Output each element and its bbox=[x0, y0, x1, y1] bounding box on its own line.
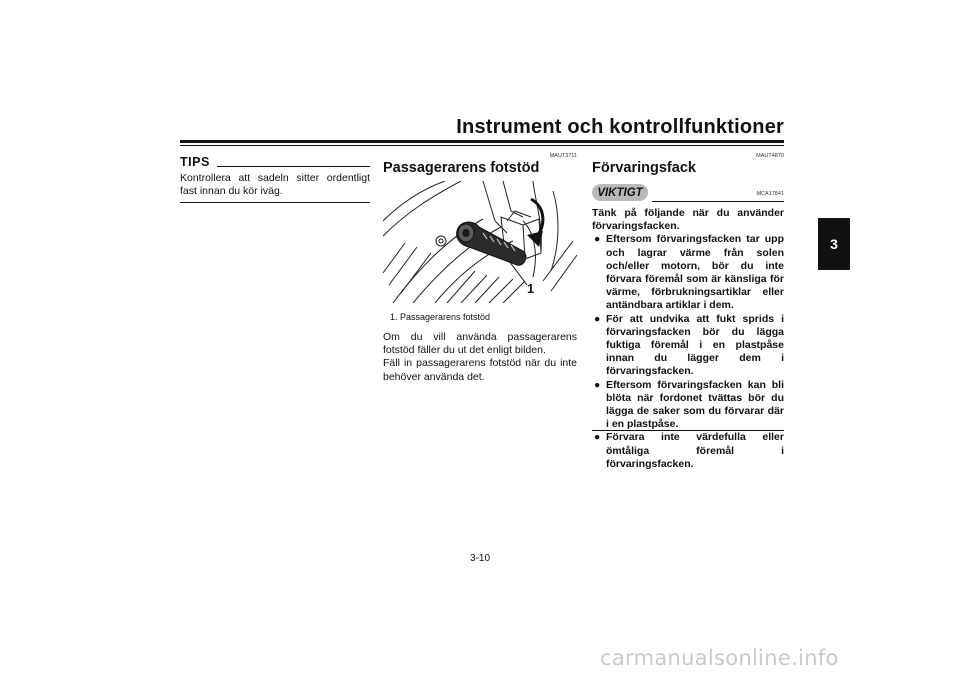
footrest-drawing bbox=[383, 181, 577, 303]
bullet-icon: ● bbox=[594, 233, 601, 246]
tips-rule bbox=[217, 166, 370, 167]
callout-number: 1 bbox=[527, 281, 535, 296]
tips-end-rule bbox=[180, 202, 370, 203]
tips-label: TIPS bbox=[180, 155, 210, 169]
list-item: ● Förvara inte värdefulla eller ömtåliga föremål i förvaringsfacken. bbox=[594, 431, 784, 470]
section-code: MAUT3711 bbox=[549, 153, 577, 159]
list-item: ● Eftersom förvaringsfacken kan bli blöta när fordonet tvättas bör du lägga de saker som du förvarar där i en plastpåse. bbox=[594, 378, 784, 431]
header-rule-thin bbox=[180, 145, 784, 146]
notice-code: MCA17841 bbox=[756, 191, 784, 197]
chapter-tab bbox=[818, 218, 850, 270]
notice-body bbox=[592, 207, 784, 471]
watermark: carmanualsonline.info bbox=[600, 646, 839, 670]
notice-intro: Tänk på följande när du använder förvaringsfacken. bbox=[592, 207, 784, 233]
footrest-paragraph-1: Om du vill använda passagerarens fotstöd fäller du ut det enligt bilden. bbox=[383, 331, 577, 357]
section-code: MAUT4870 bbox=[756, 153, 784, 159]
list-item: ● För att undvika att fukt sprids i förvaringsfacken bör du lägga fuktiga föremål i en plastpåse innan du lägger dem i förvaringsfacken. bbox=[594, 312, 784, 378]
notice-list bbox=[592, 233, 784, 471]
bullet-icon: ● bbox=[594, 312, 601, 325]
footrest-paragraph-2: Fäll in passagerarens fotstöd när du inte behöver använda det. bbox=[383, 357, 577, 383]
tips-text: Kontrollera att sadeln sitter ordentligt fast innan du kör iväg. bbox=[180, 172, 370, 198]
notice-rule bbox=[652, 201, 784, 202]
figure-caption: 1. Passagerarens fotstöd bbox=[390, 312, 491, 322]
page-number: 3-10 bbox=[469, 553, 490, 564]
header-rule bbox=[180, 140, 784, 143]
list-item: ● Eftersom förvaringsfacken tar upp och lagrar värme från solen och/eller motorn, bör du inte förvara föremål som är känsliga för värme, förbrukningsartiklar eller antändbara artiklar i dem. bbox=[594, 233, 784, 312]
footrest-text bbox=[383, 331, 577, 384]
section-title-storage: Förvaringsfack bbox=[592, 160, 696, 176]
notice-end-rule bbox=[592, 430, 784, 431]
footrest-illustration bbox=[383, 181, 577, 303]
section-title-footrest: Passagerarens fotstöd bbox=[383, 160, 540, 176]
notice-label: VIKTIGT bbox=[597, 186, 643, 199]
chapter-number: 3 bbox=[830, 236, 838, 252]
page-title: Instrument och kontrollfunktioner bbox=[456, 116, 784, 138]
bullet-icon: ● bbox=[594, 431, 601, 444]
bullet-icon: ● bbox=[594, 378, 601, 391]
notice-badge bbox=[592, 184, 648, 201]
